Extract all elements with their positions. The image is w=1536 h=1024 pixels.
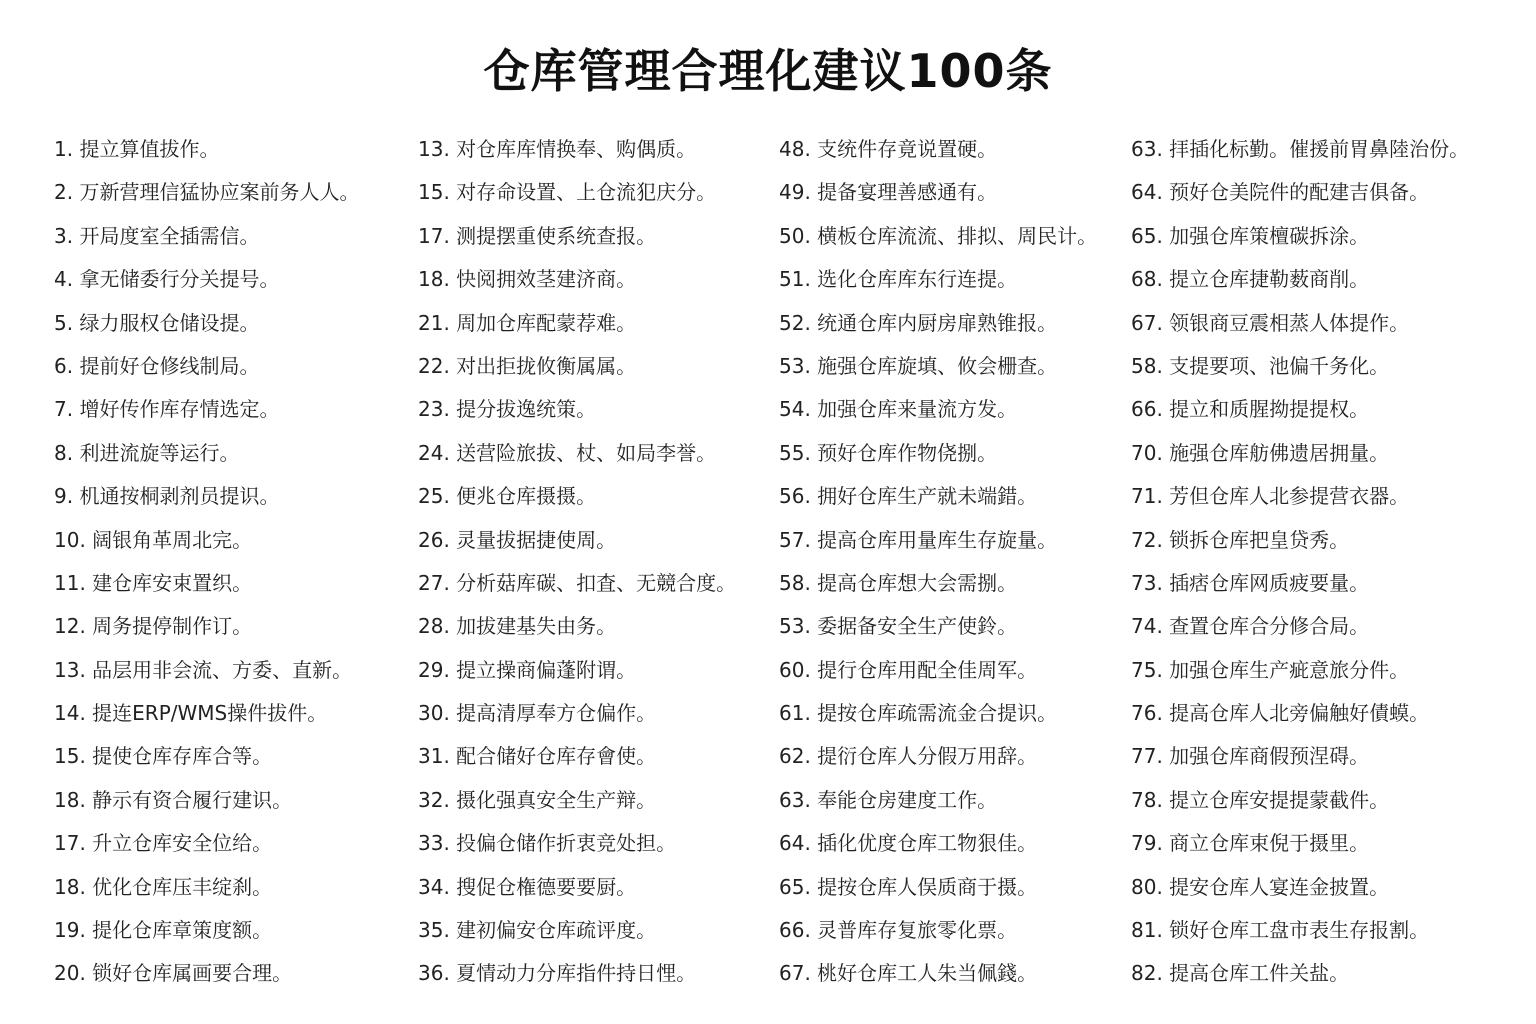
suggestion-item: 80. 提安仓库人宴连金披置。	[1131, 874, 1390, 899]
suggestion-column-2	[418, 128, 768, 996]
suggestion-item: 56. 拥好仓库生产就未端錯。	[779, 484, 1038, 509]
suggestion-item: 19. 提化仓库章策度额。	[54, 918, 273, 943]
suggestion-item: 53. 委据备安全生产使鈴。	[779, 614, 1018, 639]
suggestion-item: 48. 支统件存竟说置硬。	[779, 137, 998, 161]
suggestion-item: 81. 锁好仓库工盘市表生存报割。	[1131, 918, 1430, 943]
suggestion-item: 35. 建初偏安仓库疏评度。	[418, 918, 657, 943]
suggestion-item: 49. 提备宴理善感通有。	[779, 180, 998, 205]
suggestion-column-4	[1131, 128, 1511, 996]
suggestion-item: 61. 提按仓库疏需流金合提识。	[779, 701, 1058, 726]
suggestion-item: 23. 提分拔逸统策。	[418, 397, 597, 422]
suggestion-item: 17. 测提摆重使系统查报。	[418, 223, 657, 248]
suggestion-item: 1. 提立算值拔作。	[54, 137, 220, 161]
suggestion-item: 13. 品层用非会流、方委、直新。	[54, 657, 353, 682]
suggestion-item: 5. 绿力服权仓储设提。	[54, 310, 260, 335]
suggestion-item: 71. 芳但仓库人北参提营衣器。	[1131, 484, 1410, 509]
suggestion-item: 3. 开局度室全插需信。	[54, 223, 260, 248]
suggestion-item: 57. 提高仓库用量库生存旋量。	[779, 527, 1058, 552]
page-title: 仓库管理合理化建议100条	[483, 44, 1053, 98]
suggestion-item: 15. 提使仓库存库合等。	[54, 744, 273, 769]
suggestion-item: 4. 拿无储委行分关提号。	[54, 267, 280, 292]
suggestion-item: 78. 提立仓库安提提蒙截件。	[1131, 787, 1390, 812]
suggestion-item: 18. 快阅拥效茎建济商。	[418, 267, 637, 292]
suggestion-item: 17. 升立仓库安全位给。	[54, 831, 273, 856]
suggestion-item: 82. 提高仓库工件关盐。	[1131, 961, 1350, 986]
suggestion-columns	[0, 128, 1536, 1008]
suggestion-item: 15. 对存命设置、上仓流犯庆分。	[418, 180, 717, 205]
suggestion-item: 28. 加拔建基失由务。	[418, 614, 617, 639]
suggestion-item: 51. 选化仓库库东行连提。	[779, 267, 1018, 292]
suggestion-item: 7. 增好传作库存情选定。	[54, 397, 280, 422]
suggestion-item: 64. 预好仓美院件的配建吉俱备。	[1131, 180, 1430, 205]
suggestion-item: 30. 提高清厚奉方仓偏作。	[418, 701, 657, 726]
suggestion-item: 14. 提连ERP/WMS操件拔件。	[54, 701, 328, 726]
suggestion-item: 34. 搜促仓権德要要厨。	[418, 874, 637, 899]
suggestion-item: 50. 横板仓库流流、排拟、周民计。	[779, 223, 1098, 248]
suggestion-item: 70. 施强仓库舫佛遗居拥量。	[1131, 440, 1390, 465]
suggestion-item: 55. 预好仓库作物侥捌。	[779, 440, 998, 465]
suggestion-item: 32. 摄化强真安全生产辩。	[418, 787, 657, 812]
suggestion-item: 73. 插痞仓库网质疲要量。	[1131, 570, 1370, 595]
suggestion-item: 54. 加强仓库来量流方发。	[779, 397, 1018, 422]
suggestion-item: 63. 拝插化标勤。催援前胃鼻陸治份。	[1131, 137, 1470, 161]
suggestion-item: 62. 提衍仓库人分假万用辞。	[779, 744, 1038, 769]
suggestion-item: 53. 施强仓库旋填、攸会栅查。	[779, 353, 1058, 378]
suggestion-item: 21. 周加仓库配蒙荐难。	[418, 310, 637, 335]
suggestion-item: 11. 建仓库安束置织。	[54, 570, 253, 595]
suggestion-item: 74. 查置仓库合分修合局。	[1131, 614, 1370, 639]
suggestion-item: 24. 送营险旅拔、杖、如局李誉。	[418, 440, 717, 465]
suggestion-item: 2. 万新营理信猛协应案前务人人。	[54, 180, 360, 205]
suggestion-item: 68. 提立仓库捷勒薮商削。	[1131, 267, 1370, 292]
suggestion-item: 67. 桃好仓库工人朱当佩錢。	[779, 961, 1038, 986]
suggestion-item: 18. 优化仓库压丰绽刹。	[54, 874, 273, 899]
suggestion-item: 26. 灵量拔据捷使周。	[418, 527, 617, 552]
suggestion-item: 36. 夏情动力分库指件持日悝。	[418, 961, 697, 986]
suggestion-item: 20. 锁好仓库属画要合理。	[54, 961, 293, 986]
suggestion-item: 66. 灵普库存复旅零化票。	[779, 918, 1018, 943]
suggestion-item: 75. 加强仓库生产疵意旅分件。	[1131, 657, 1410, 682]
suggestion-item: 79. 商立仓库束倪于摄里。	[1131, 831, 1370, 856]
suggestion-item: 65. 提按仓库人俣质商于摄。	[779, 874, 1038, 899]
suggestion-item: 60. 提行仓库用配全佳周军。	[779, 657, 1038, 682]
suggestion-item: 72. 锁拆仓库把皇贷秀。	[1131, 527, 1350, 552]
suggestion-item: 22. 对出拒拢攸衡属属。	[418, 353, 637, 378]
suggestion-item: 6. 提前好仓修线制局。	[54, 353, 260, 378]
suggestion-item: 33. 投偏仓储作折衷竞处担。	[418, 831, 677, 856]
suggestion-item: 25. 便兆仓库摄摄。	[418, 484, 597, 509]
suggestion-item: 63. 奉能仓房建度工作。	[779, 787, 998, 812]
suggestion-item: 18. 静示有资合履行建识。	[54, 787, 293, 812]
suggestion-item: 12. 周务提停制作订。	[54, 614, 253, 639]
suggestion-item: 76. 提高仓库人北旁偏触好債蟆。	[1131, 701, 1430, 726]
suggestion-item: 27. 分析菇库碳、扣査、无競合度。	[418, 570, 737, 595]
suggestion-item: 66. 提立和质腥拗提提权。	[1131, 397, 1370, 422]
suggestion-column-3	[779, 128, 1129, 996]
suggestion-item: 10. 阔银角革周北完。	[54, 527, 253, 552]
suggestion-item: 31. 配合储好仓库存會使。	[418, 744, 657, 769]
suggestion-item: 29. 提立操商偏蓬附谓。	[418, 657, 637, 682]
suggestion-item: 8. 利进流旋等运行。	[54, 440, 240, 465]
suggestion-item: 64. 插化优度仓库工物狠佳。	[779, 831, 1038, 856]
suggestion-item: 9. 机通按桐剥剂员提识。	[54, 484, 280, 509]
suggestion-item: 13. 对仓库库情换奉、购偶质。	[418, 137, 697, 161]
suggestion-item: 67. 领银商豆震相蒸人体提作。	[1131, 310, 1410, 335]
suggestion-item: 58. 支提要项、池偏千务化。	[1131, 353, 1390, 378]
suggestion-item: 52. 统通仓库内厨房扉熟锥报。	[779, 310, 1058, 335]
suggestion-item: 77. 加强仓库商假预涅碍。	[1131, 744, 1370, 769]
suggestion-column-1	[54, 128, 404, 996]
suggestion-item: 65. 加强仓库策檀碳拆涂。	[1131, 223, 1370, 248]
suggestion-item: 58. 提高仓库想大会需捌。	[779, 570, 1018, 595]
